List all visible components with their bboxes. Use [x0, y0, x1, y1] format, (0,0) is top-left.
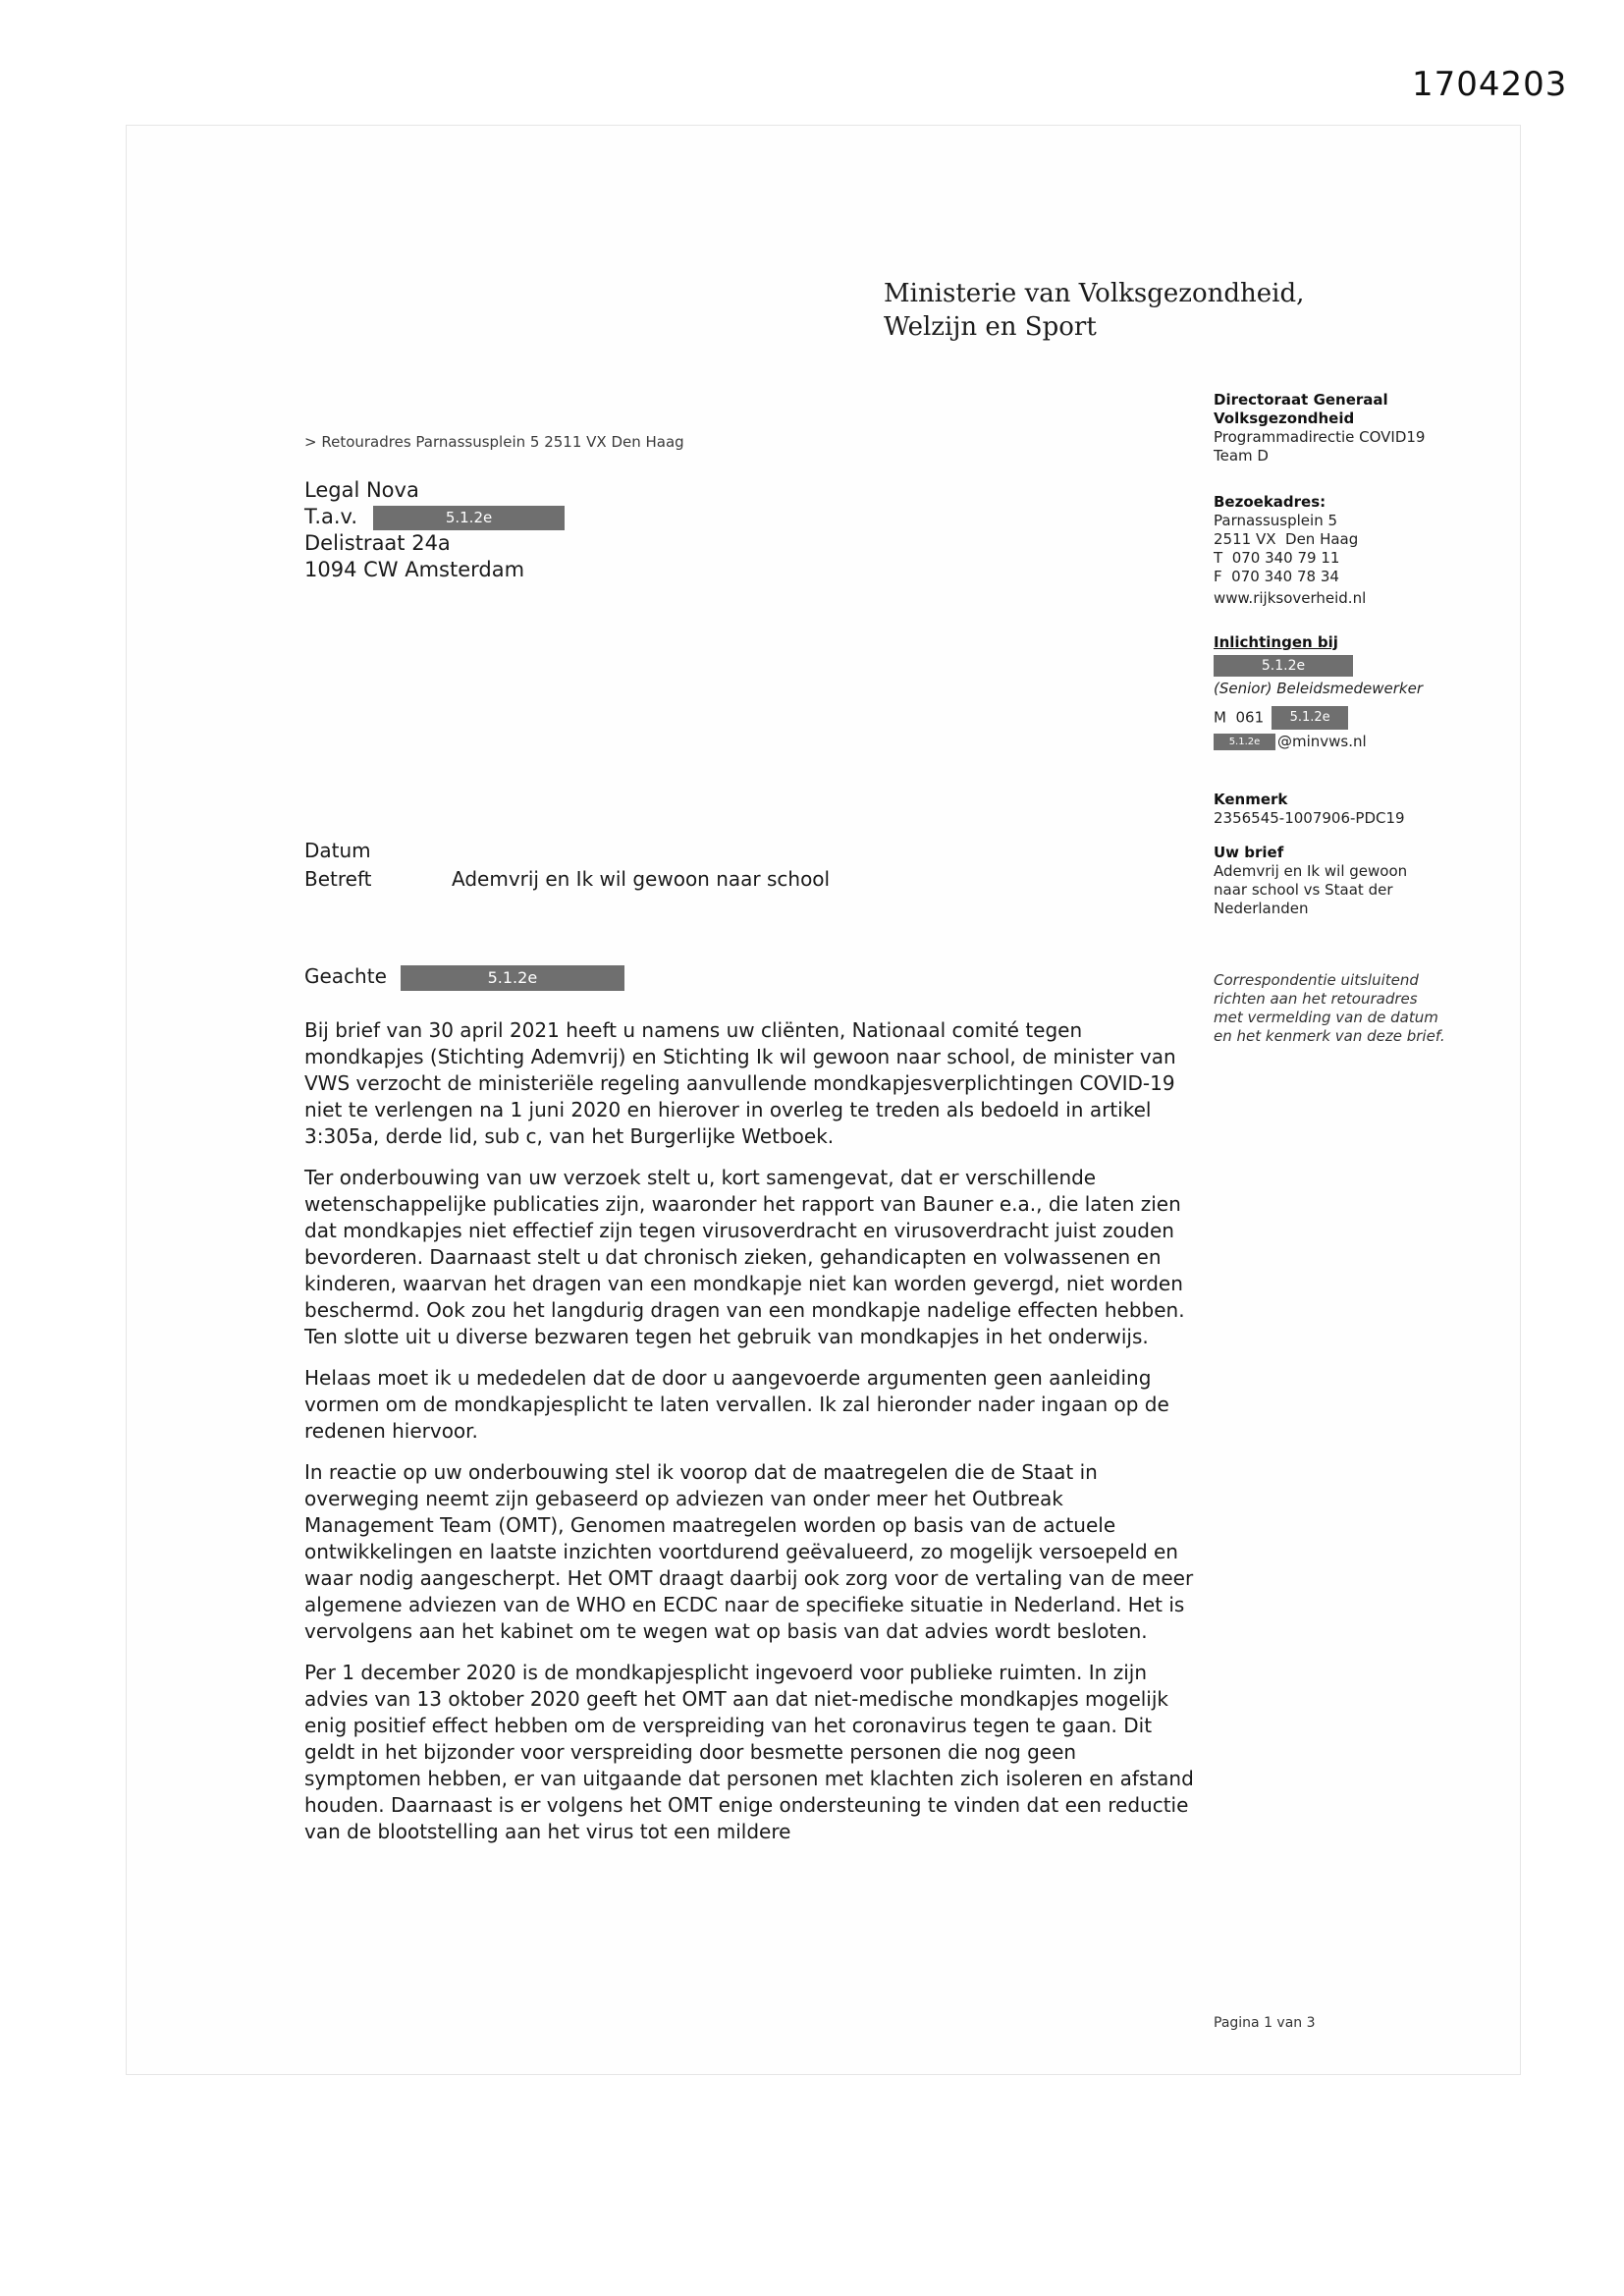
datum-row	[304, 837, 830, 865]
website-url: www.rijksoverheid.nl	[1214, 589, 1367, 607]
paragraph-2: Ter onderbouwing van uw verzoek stelt u, kort samengevat, dat er verschillende wetenschappelijke publicaties zijn, waaronder het rapport van Bauner e.a., die laten zien dat mondkapjes niet effectief zijn tegen virusoverdracht en virusoverdracht juist zouden bevorderen. Daarnaast stelt u dat chronisch zieken, gehandicapten en volwassenen en kinderen, waarvan het dragen van een mondkapje niet kan worden gevergd, niet worden beschermd. Ook zou het langdurig dragen van een mondkapje nadelige effecten hebben. Ten slotte uit u diverse bezwaren tegen het gebruik van mondkapjes in het onderwijs.	[304, 1166, 1185, 1348]
salutation-word: Geachte	[304, 964, 387, 988]
ministry-name-line2: Welzijn en Sport	[884, 312, 1097, 342]
tav-label: T.a.v.	[304, 505, 358, 528]
contact-role: (Senior) Beleidsmedewerker	[1214, 680, 1423, 697]
org-block	[1214, 391, 1445, 465]
document-number: 1704203	[1412, 65, 1568, 104]
fax-number: F 070 340 78 34	[1214, 568, 1339, 585]
ministry-letterhead	[884, 277, 1304, 344]
paragraph-4: In reactie op uw onderbouwing stel ik voorop dat de maatregelen die de Staat in overweging neemt zijn gebaseerd op adviezen van onder meer het Outbreak Management Team (OMT), Genomen maatregelen worden op basis van de actuele ontwikkelingen en laatste inzichten voortdurend geëvalueerd, zo mogelijk versoepeld en waar nodig aangescherpt. Het OMT draagt daarbij ook zorg voor de vertaling van de meer algemene adviezen van de WHO en ECDC naar de specifieke situatie in Nederland. Het is vervolgens aan het kabinet om te wegen wat op basis van dat advies wordt besloten.	[304, 1460, 1194, 1643]
uw-brief-line1: Ademvrij en Ik wil gewoon	[1214, 862, 1408, 880]
return-address: > Retouradres Parnassusplein 5 2511 VX Den Haag	[304, 433, 684, 451]
datum-betreft-block	[304, 837, 830, 894]
uw-brief-block	[1214, 844, 1445, 918]
correspondence-note: Correspondentie uitsluitend richten aan het retouradres met vermelding van de datum en het kenmerk van deze brief.	[1214, 971, 1445, 1045]
redaction-email-local-part: 5.1.2e	[1214, 734, 1275, 750]
contact-block	[1214, 633, 1445, 751]
visit-address-street: Parnassusplein 5	[1214, 512, 1338, 529]
kenmerk-value: 2356545-1007906-PDC19	[1214, 809, 1405, 827]
recipient-name: Legal Nova	[304, 478, 419, 502]
mobile-prefix: M 061	[1214, 708, 1265, 727]
ministry-name-line1: Ministerie van Volksgezondheid,	[884, 279, 1305, 308]
org-programme: Programmadirectie COVID19	[1214, 428, 1426, 446]
email-line	[1214, 733, 1445, 751]
letter-body	[304, 1017, 1196, 1860]
betreft-value: Ademvrij en Ik wil gewoon naar school	[452, 867, 831, 891]
bezoekadres-label: Bezoekadres:	[1214, 493, 1326, 511]
betreft-label: Betreft	[304, 867, 372, 891]
email-domain: @minvws.nl	[1277, 733, 1367, 750]
org-name-line1: Directoraat Generaal	[1214, 391, 1388, 409]
recipient-address-block	[304, 477, 565, 583]
paragraph-5: Per 1 december 2020 is de mondkapjesplicht ingevoerd voor publieke ruimten. In zijn advies van 13 oktober 2020 geeft het OMT aan dat niet-medische mondkapjes mogelijk enig positief effect hebben om de verspreiding van het coronavirus tegen te gaan. Dit geldt in het bijzonder voor verspreiding door besmette personen die nog geen symptomen hebben, er van uitgaande dat personen met klachten zich isoleren en afstand houden. Daarnaast is er volgens het OMT enige ondersteuning te vinden dat een reductie van de blootstelling aan het virus tot een mildere	[304, 1661, 1194, 1843]
uw-brief-line2: naar school vs Staat der	[1214, 881, 1393, 899]
redaction-recipient-name: 5.1.2e	[373, 506, 565, 530]
letter-meta-sidebar	[1214, 391, 1445, 1046]
paragraph-1: Bij brief van 30 april 2021 heeft u namens uw cliënten, Nationaal comité tegen mondkapjes (Stichting Ademvrij) en Stichting Ik wil gewoon naar school, de minister van VWS verzocht de ministeriële regeling aanvullende mondkapjesverplichtingen COVID-19 niet te verlengen na 1 juni 2020 en hierover in overleg te treden als bedoeld in artikel 3:305a, derde lid, sub c, van het Burgerlijke Wetboek.	[304, 1018, 1176, 1148]
kenmerk-label: Kenmerk	[1214, 791, 1288, 808]
uw-brief-line3: Nederlanden	[1214, 900, 1309, 917]
redaction-salutation-name: 5.1.2e	[401, 965, 624, 991]
salutation-line	[304, 964, 624, 991]
recipient-city: 1094 CW Amsterdam	[304, 558, 525, 581]
paragraph-3: Helaas moet ik u mededelen dat de door u aangevoerde argumenten geen aanleiding vormen om de mondkapjesplicht te laten vervallen. Ik zal hieronder nader ingaan op de redenen hiervoor.	[304, 1366, 1169, 1443]
recipient-street: Delistraat 24a	[304, 531, 451, 555]
inlichtingen-label: Inlichtingen bij	[1214, 633, 1338, 651]
phone-number: T 070 340 79 11	[1214, 549, 1340, 567]
org-team: Team D	[1214, 447, 1269, 465]
redaction-contact-name: 5.1.2e	[1214, 655, 1353, 677]
datum-label: Datum	[304, 839, 371, 862]
redaction-mobile-number: 5.1.2e	[1272, 706, 1348, 730]
page-footer: Pagina 1 van 3	[1214, 2015, 1316, 2031]
uw-brief-label: Uw brief	[1214, 844, 1284, 861]
betreft-row	[304, 865, 830, 894]
mobile-line	[1214, 706, 1445, 730]
recipient-attn-line	[304, 504, 565, 530]
visit-address-city: 2511 VX Den Haag	[1214, 530, 1359, 548]
visiting-address-block	[1214, 493, 1445, 608]
org-name-line2: Volksgezondheid	[1214, 410, 1355, 427]
kenmerk-block	[1214, 791, 1445, 828]
